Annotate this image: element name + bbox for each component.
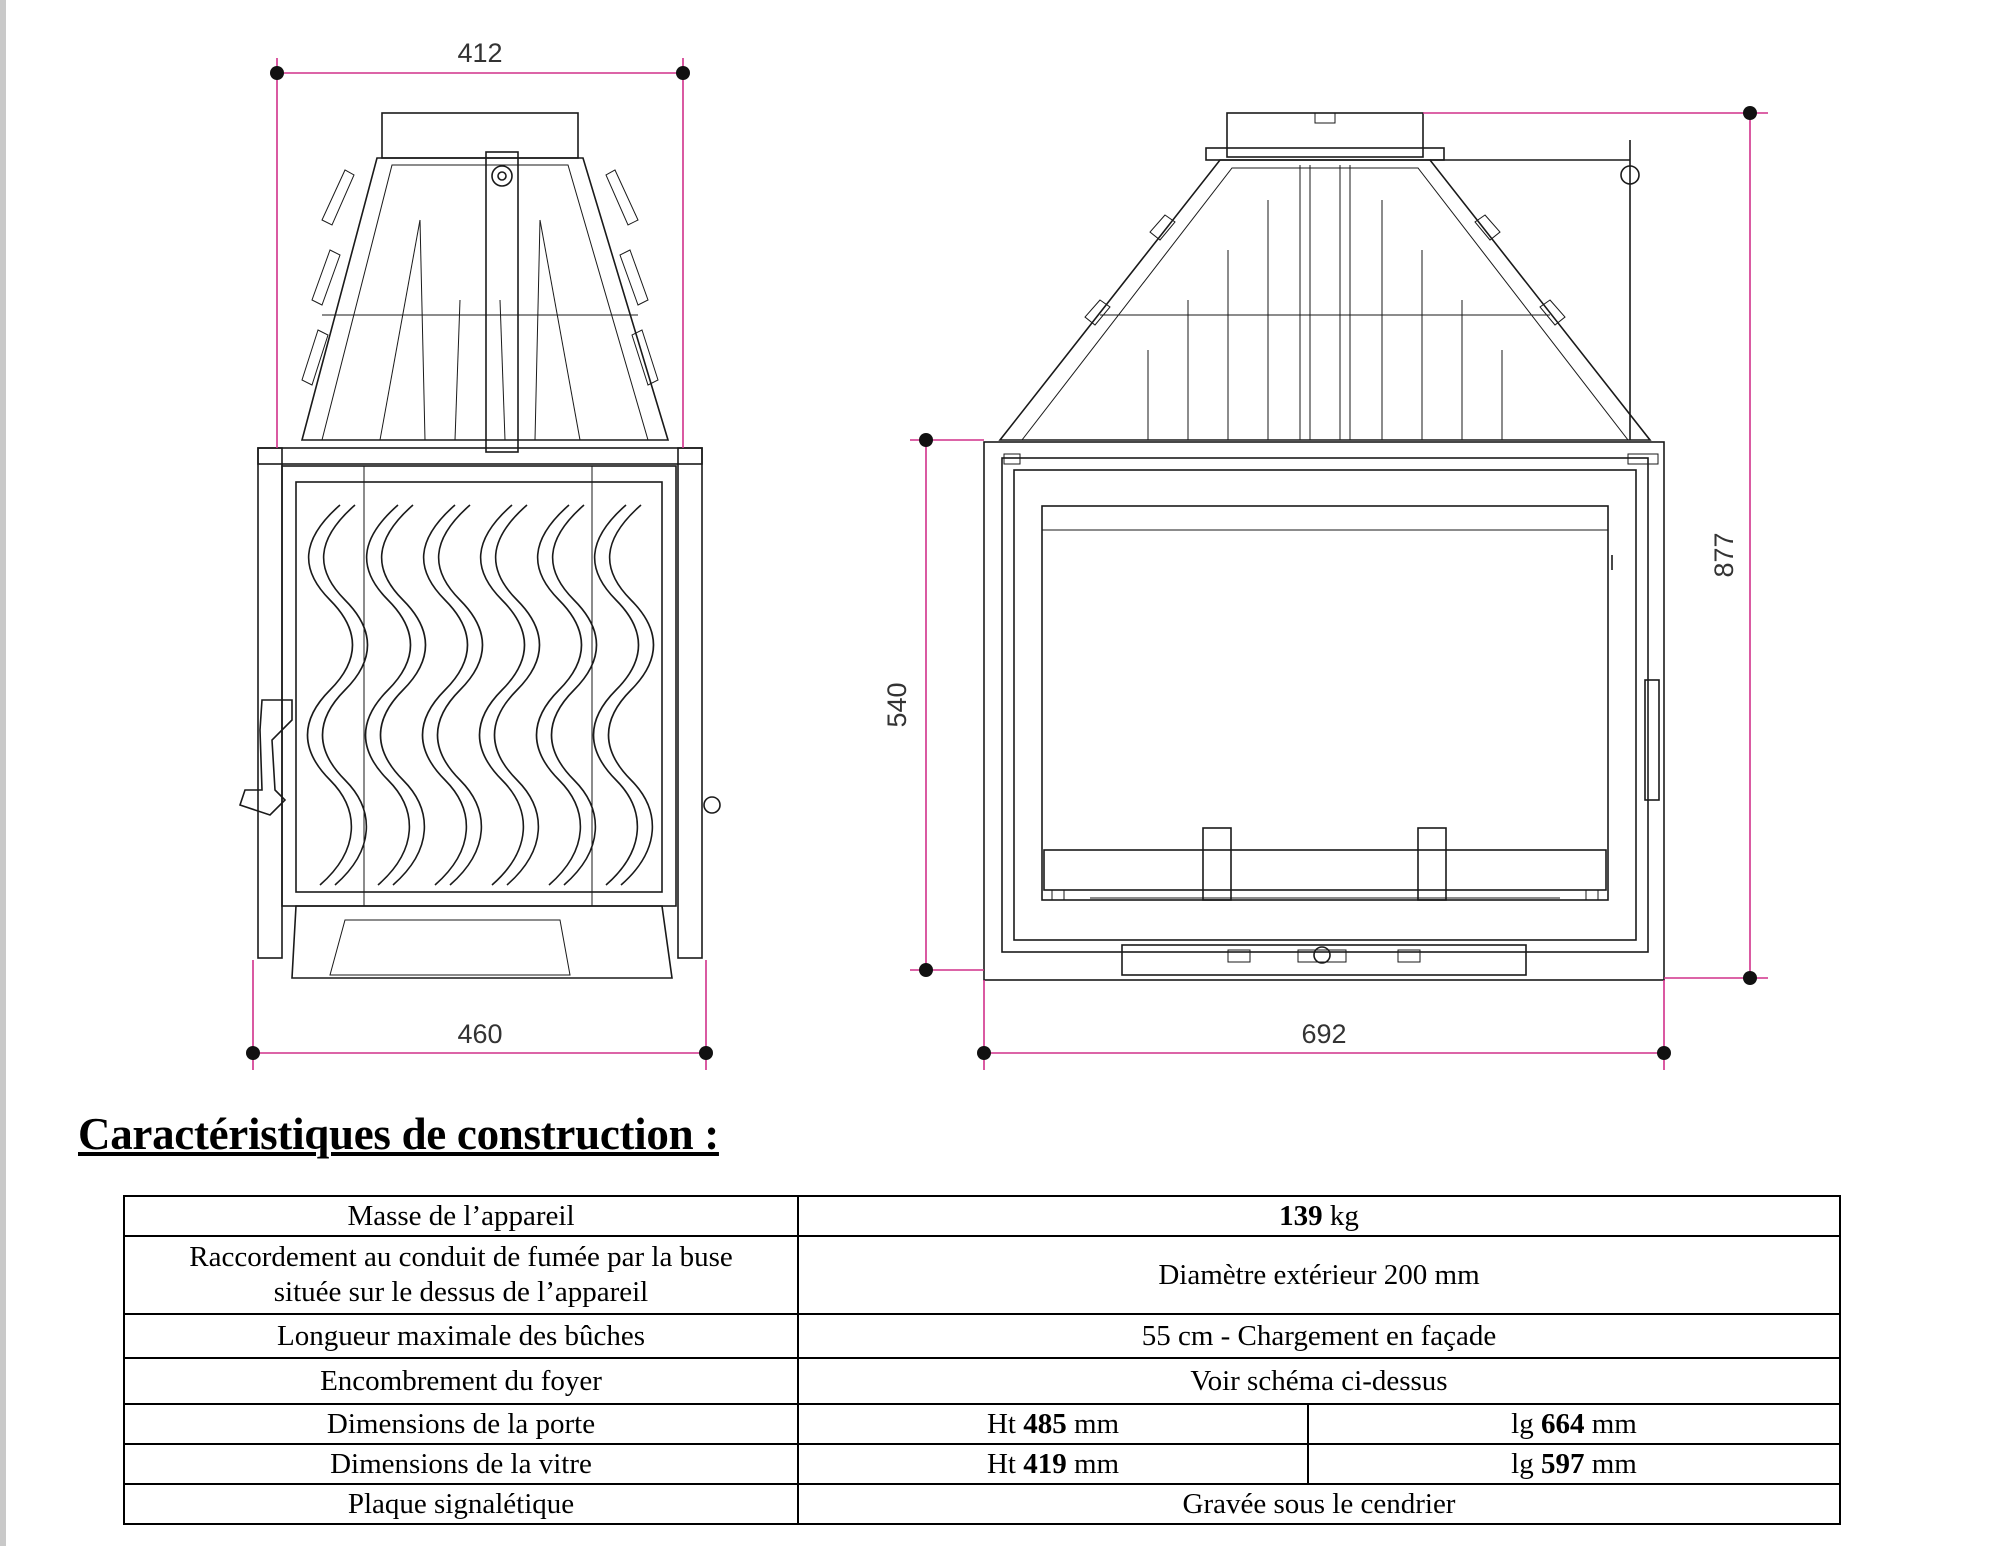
table-row-mass [124,1196,1840,1236]
lg-prefix: lg [1511,1407,1534,1440]
table-row-footprint [124,1358,1840,1404]
side-view-drawing [984,113,1664,980]
front-fins [302,170,658,440]
door-height-value: 485 [1023,1407,1067,1440]
front-rail [258,448,702,464]
front-right-upright [678,448,702,958]
side-dimensions [910,106,1768,1070]
mass-unit: kg [1329,1199,1359,1232]
ht-prefix: Ht [986,1447,1016,1480]
door-width-value: 664 [1540,1407,1585,1440]
lg-unit: mm [1591,1407,1637,1440]
table-value: Gravée sous le cendrier [798,1484,1840,1524]
ht-unit: mm [1073,1447,1120,1480]
spec-table [123,1195,1841,1525]
lg-prefix: lg [1511,1447,1534,1480]
flue-collar [382,113,578,158]
table-value: 55 cm - Chargement en façade [798,1314,1840,1358]
damper-knob [492,166,512,186]
side-air-knob [1314,947,1330,963]
table-row-door [124,1404,1840,1444]
side-log-grate [1044,850,1606,890]
side-door-inner [1042,506,1608,900]
side-grate-foot-right [1586,890,1598,900]
front-ash-pan [330,920,570,975]
table-value-lg [1308,1444,1840,1484]
table-value-ht [798,1444,1308,1484]
table-row-glass [124,1444,1840,1484]
side-door-handle [1645,680,1659,800]
mass-value: 139 [1279,1199,1323,1232]
section-title: Caractéristiques de construction : [78,1109,719,1159]
ht-unit: mm [1073,1407,1120,1440]
side-corner-tl [1004,454,1020,464]
front-top-width-label: 412 [457,38,503,68]
table-value-lg [1308,1404,1840,1444]
table-label: Dimensions de la vitre [124,1444,798,1484]
ht-prefix: Ht [986,1407,1016,1440]
front-view-drawing [240,113,720,978]
side-collar-notch [1315,113,1335,123]
table-value [798,1196,1840,1236]
front-hood-inner [322,165,648,440]
table-label [124,1236,798,1314]
side-door-mid [1014,470,1636,940]
front-hinge-knob [704,797,720,813]
side-door-outer [1002,458,1648,952]
front-dimensions [246,58,713,1070]
lg-unit: mm [1591,1447,1637,1480]
side-hood-fins [1085,165,1565,440]
side-top-plate [1206,148,1444,160]
side-grate-foot-left [1052,890,1064,900]
side-hood [1000,160,1650,440]
front-door-bars [364,466,592,906]
flue-label-line1: Raccordement au conduit de fumée par la buse [189,1241,733,1273]
table-label: Masse de l’appareil [124,1196,798,1236]
total-height-label: 877 [1709,532,1739,578]
table-label: Plaque signalétique [124,1484,798,1524]
table-value: Voir schéma ci-dessus [798,1358,1840,1404]
damper-knob-center [498,172,506,180]
front-wave-ribs [308,505,654,885]
table-label: Encombrement du foyer [124,1358,798,1404]
side-hood-inner [1022,168,1628,440]
table-value: Diamètre extérieur 200 mm [798,1236,1840,1314]
front-door-handle [240,700,292,815]
side-glass-top [1042,506,1608,530]
table-label: Dimensions de la porte [124,1404,798,1444]
front-hood [302,158,668,440]
glass-height-value: 419 [1023,1447,1067,1480]
table-row-flue [124,1236,1840,1314]
flue-label-line2: située sur le dessus de l’appareil [273,1276,649,1308]
side-flue-collar [1227,113,1423,157]
damper-rod [486,152,518,452]
table-row-plate [124,1484,1840,1524]
table-value-ht [798,1404,1308,1444]
side-corner-tr [1628,454,1658,464]
front-base [292,906,672,978]
side-height-label: 540 [882,682,912,728]
glass-width-value: 597 [1540,1447,1585,1480]
table-label: Longueur maximale des bûches [124,1314,798,1358]
table-row-logs [124,1314,1840,1358]
side-width-label: 692 [1301,1019,1347,1049]
front-bottom-width-label: 460 [457,1019,503,1049]
